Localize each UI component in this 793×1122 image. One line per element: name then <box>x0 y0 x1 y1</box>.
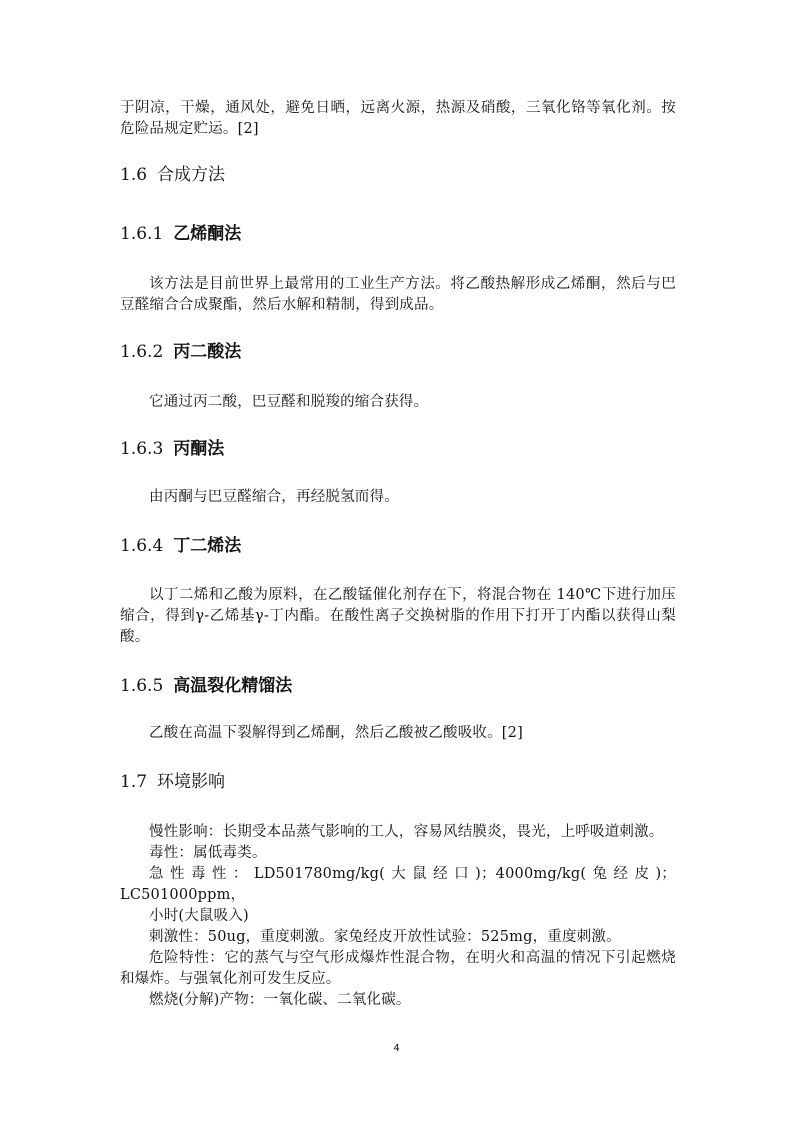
section-number: 1.6.4 <box>120 536 164 556</box>
section-title: 乙烯酮法 <box>173 224 242 244</box>
list-item: 慢性影响：长期受本品蒸气影响的工人，容易风结膜炎，畏光，上呼吸道刺激。 <box>149 824 664 840</box>
section-heading-1-6-2 <box>120 341 676 363</box>
paragraph-1-6-3: 由丙酮与巴豆醛缩合，再经脱氢而得。 <box>149 489 399 505</box>
section-heading-1-6-3 <box>120 438 676 460</box>
list-item: 刺激性：50ug，重度刺激。家兔经皮开放性试验：525mg，重度刺激。 <box>149 929 621 945</box>
paragraph-1-6-4: 以丁二烯和乙酸为原料，在乙酸锰催化剂存在下，将混合物在 140℃下进行加压缩合，得到γ-乙烯基γ-丁内酯。在酸性离子交换树脂的作用下打开丁内酯以获得山梨酸。 <box>120 587 676 645</box>
intro-paragraph: 于阴凉，干燥，通风处，避免日晒，远离火源，热源及硝酸，三氧化铬等氧化剂。按危险品规定贮运。[2] <box>120 100 676 137</box>
section-title: 环境影响 <box>157 772 226 792</box>
section-number: 1.6 <box>120 165 148 185</box>
section-title: 丙二酸法 <box>173 342 242 362</box>
list-item: 急性毒性：LD501780mg/kg(大鼠经口)；4000mg/kg(兔经皮)；LC501000ppm， <box>120 866 676 903</box>
environment-list <box>120 822 676 1011</box>
section-title: 丁二烯法 <box>173 536 242 556</box>
section-number: 1.7 <box>120 772 148 792</box>
section-heading-1-6-1 <box>120 223 676 245</box>
section-heading-1-7 <box>120 771 676 793</box>
section-title: 高温裂化精馏法 <box>173 676 293 696</box>
section-heading-1-6-5 <box>120 675 676 697</box>
section-number: 1.6.2 <box>120 342 164 362</box>
section-number: 1.6.1 <box>120 224 164 244</box>
paragraph-1-6-2: 它通过丙二酸，巴豆醛和脱羧的缩合获得。 <box>149 394 429 410</box>
list-item: 小时(大鼠吸入) <box>149 908 249 924</box>
section-title: 丙酮法 <box>173 439 225 459</box>
section-number: 1.6.5 <box>120 676 164 696</box>
list-item: 毒性：属低毒类。 <box>149 845 267 861</box>
section-heading-1-6-4 <box>120 535 676 557</box>
paragraph-1-6-1: 该方法是目前世界上最常用的工业生产方法。将乙酸热解形成乙烯酮，然后与巴豆醛缩合合成聚酯，然后水解和精制，得到成品。 <box>120 276 676 313</box>
section-title: 合成方法 <box>157 165 226 185</box>
section-number: 1.6.3 <box>120 439 164 459</box>
list-item: 燃烧(分解)产物：一氧化碳、二氧化碳。 <box>149 992 411 1008</box>
paragraph-1-6-5: 乙酸在高温下裂解得到乙烯酮，然后乙酸被乙酸吸收。[2] <box>149 725 523 741</box>
page-number: 4 <box>393 1043 400 1054</box>
section-heading-1-6 <box>120 164 676 186</box>
list-item: 危险特性：它的蒸气与空气形成爆炸性混合物，在明火和高温的情况下引起燃烧和爆炸。与强氧化剂可发生反应。 <box>120 950 676 987</box>
